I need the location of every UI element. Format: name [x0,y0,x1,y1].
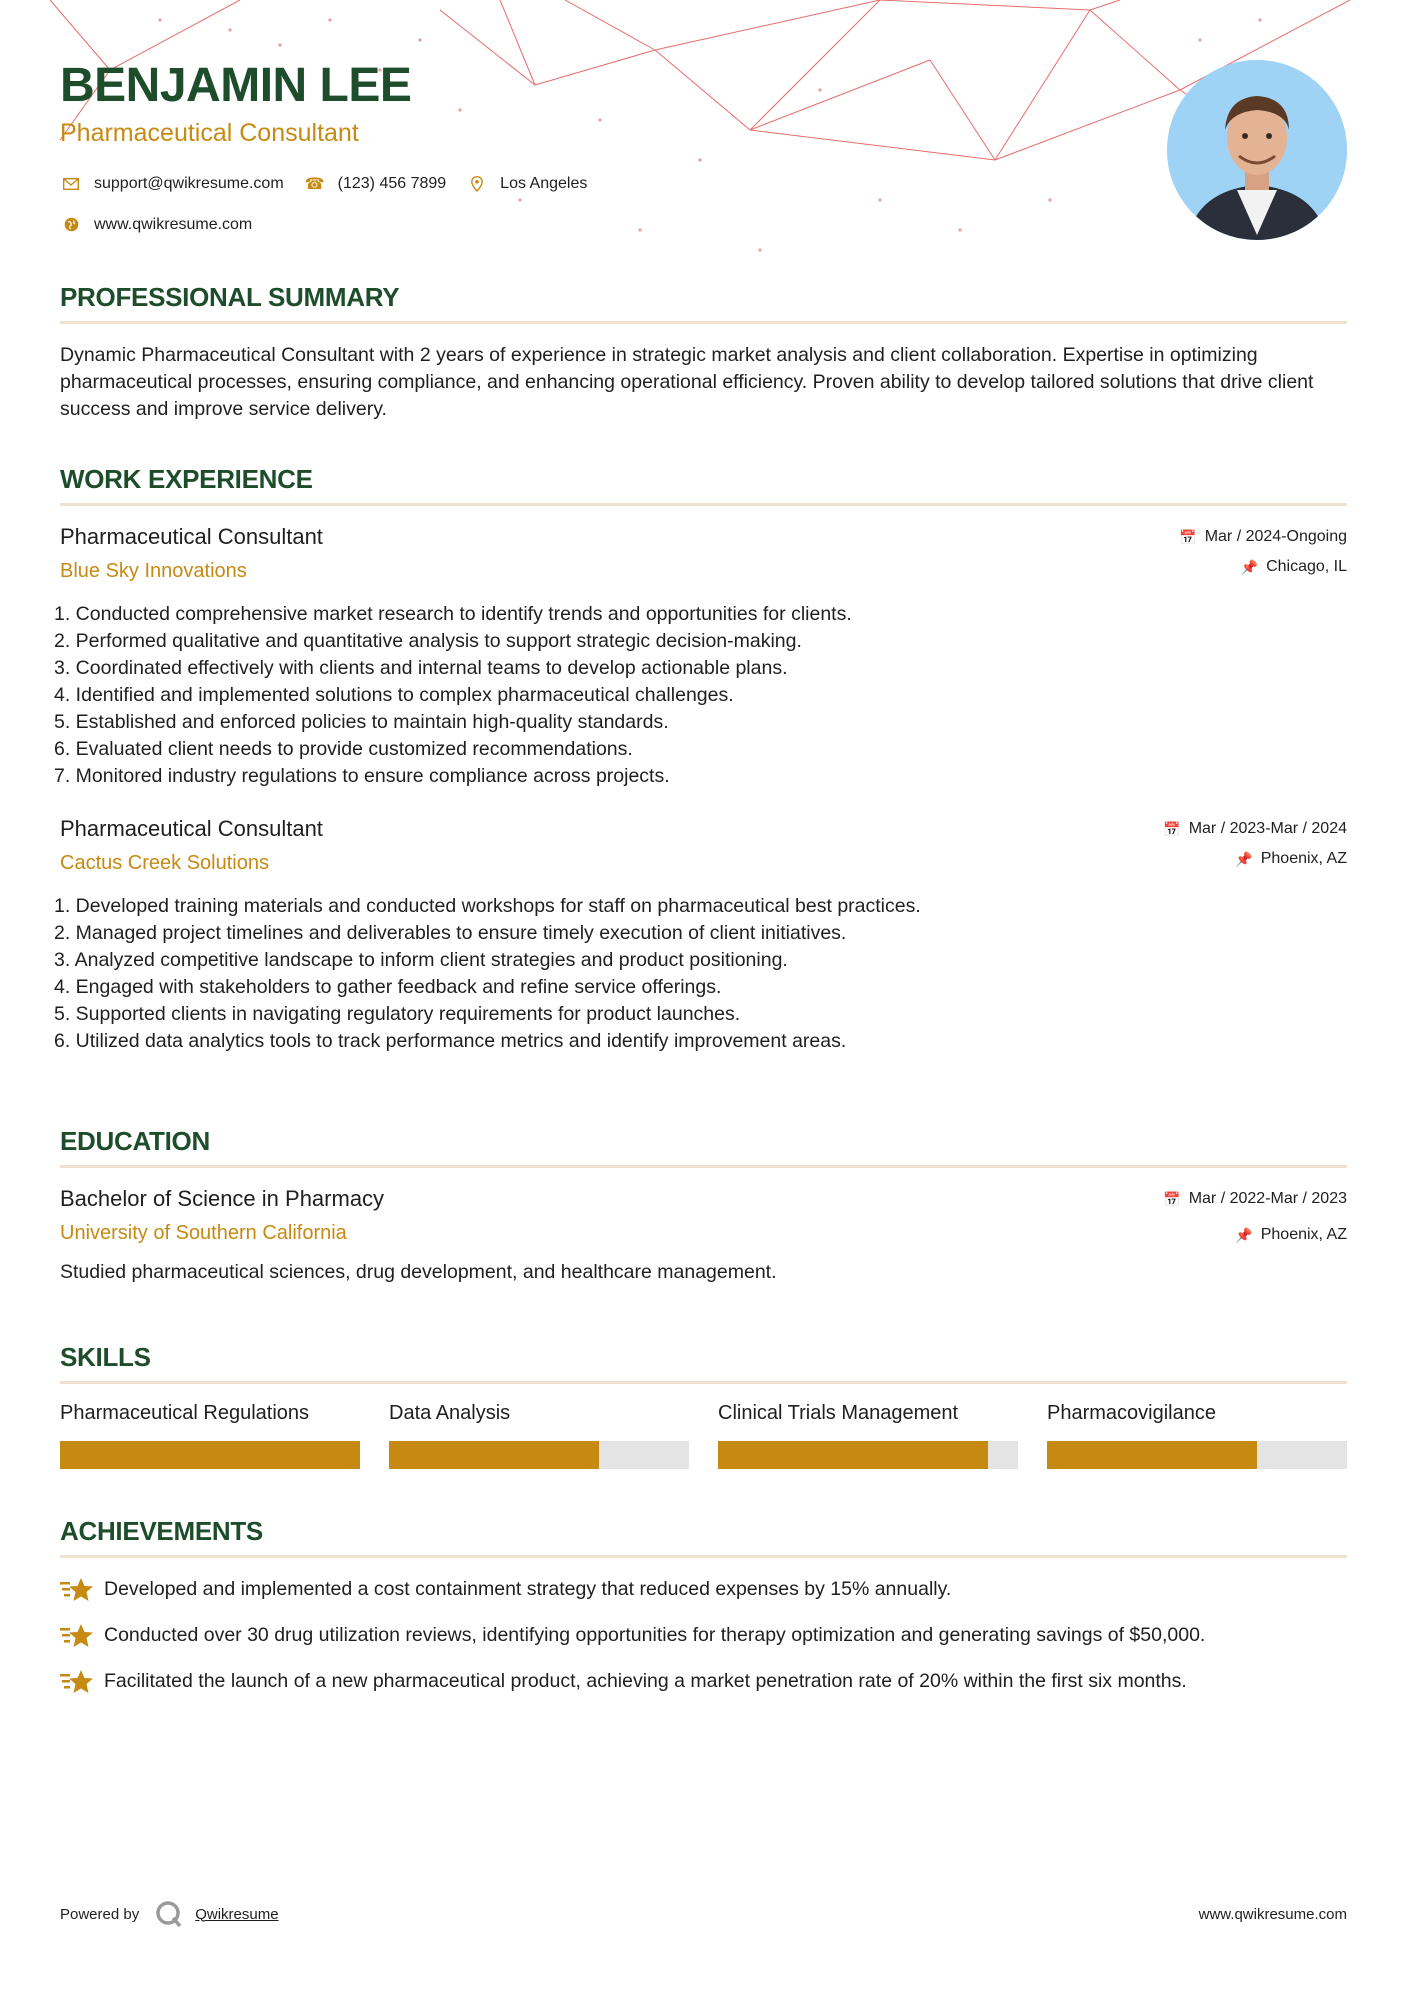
profile-photo [1167,60,1347,240]
page-footer [60,1900,1347,1928]
list-item: 6. Utilized data analytics tools to track performance metrics and identify improvement areas. [54,1030,847,1052]
education-dates: Mar / 2022-Mar / 2023 [1188,1190,1347,1207]
education-location: Phoenix, AZ [1260,1226,1347,1243]
skill-item [1047,1402,1347,1469]
candidate-role: Pharmaceutical Consultant [60,118,359,147]
achievement-item [60,1576,1347,1606]
pushpin-icon: 📌 [1240,558,1259,575]
powered-by-label: Powered by [60,1905,140,1923]
calendar-icon: 📅 [1179,528,1197,545]
achievement-text: Conducted over 30 drug utilization reviews, identifying opportunities for therapy optimization and generating savings of $50,000. [104,1624,1206,1646]
summary-section [60,282,1347,423]
list-item: 3. Coordinated effectively with clients and internal teams to develop actionable plans. [54,657,788,679]
job-dates: Mar / 2024-Ongoing [1204,528,1347,545]
list-item: 4. Engaged with stakeholders to gather feedback and refine service offerings. [54,976,722,998]
contact-row [60,174,1347,194]
list-item: 5. Established and enforced policies to maintain high-quality standards. [54,711,669,733]
resume-header [60,60,1347,260]
summary-text: Dynamic Pharmaceutical Consultant with 2 years of experience in strategic market analysis and client collaboration. Expertise in optimizing pharmaceutical processes, ensuring compliance, and enhancing operational efficiency. Proven ability to develop tailored solutions that drive client success and improve service delivery. [60,344,1314,420]
experience-heading: WORK EXPERIENCE [60,464,1347,506]
calendar-icon: 📅 [1163,820,1181,837]
footer-site[interactable]: www.qwikresume.com [1198,1905,1347,1923]
qwikresume-link[interactable]: Qwikresume [195,1905,279,1923]
list-item: 6. Evaluated client needs to provide customized recommendations. [54,738,633,760]
achievements-heading: ACHIEVEMENTS [60,1516,1347,1558]
skills-list [60,1402,1347,1469]
achievement-item [60,1668,1347,1698]
education-meta [1163,1190,1347,1244]
skill-bar-fill [60,1441,360,1469]
pushpin-icon: 📌 [1235,850,1253,867]
star-icon [60,1576,94,1606]
envelope-icon [60,178,82,190]
achievement-item [60,1622,1347,1652]
skills-section [60,1342,1347,1469]
location-text: Los Angeles [500,174,588,192]
skill-name: Pharmacovigilance [1047,1402,1216,1424]
qwikresume-logo-icon [155,1900,183,1928]
phone-text: (123) 456 7899 [337,174,447,192]
list-item: 7. Monitored industry regulations to ensure compliance across projects. [54,765,670,787]
job-title: Pharmaceutical Consultant [60,524,323,549]
pushpin-icon: 📌 [1235,1226,1253,1243]
skill-name: Clinical Trials Management [718,1402,959,1424]
skill-name: Data Analysis [389,1402,511,1424]
skill-bar [389,1441,689,1469]
job-entry [54,524,1347,790]
job-title: Pharmaceutical Consultant [60,816,323,841]
education-entry [60,1186,1347,1286]
contact-email[interactable] [60,175,284,193]
degree-title: Bachelor of Science in Pharmacy [60,1186,385,1211]
website-text: www.qwikresume.com [94,215,253,233]
education-section [60,1126,1347,1286]
skill-item [60,1402,360,1469]
star-icon [60,1668,94,1698]
skill-item [718,1402,1018,1469]
job-meta [1179,528,1347,576]
skill-bar-fill [389,1441,599,1469]
contact-row-website [60,216,1347,234]
skill-item [389,1402,689,1469]
email-text: support@qwikresume.com [94,174,284,192]
job-entry [54,816,1347,1055]
job-location: Phoenix, AZ [1260,850,1347,867]
job-company: Cactus Creek Solutions [60,852,269,874]
skills-heading: SKILLS [60,1342,1347,1384]
skill-bar-fill [1047,1441,1257,1469]
contact-phone[interactable] [304,174,447,194]
list-item: 2. Managed project timelines and deliverables to ensure timely execution of client initiatives. [54,922,847,944]
job-dates: Mar / 2023-Mar / 2024 [1188,820,1347,837]
summary-heading: PROFESSIONAL SUMMARY [60,282,1347,324]
globe-icon [60,217,82,232]
job-bullets [54,893,1347,1055]
list-item: 5. Supported clients in navigating regulatory requirements for product launches. [54,1003,741,1025]
list-item: 1. Conducted comprehensive market research to identify trends and opportunities for clients. [54,603,852,625]
school-name: University of Southern California [60,1222,347,1244]
job-meta [1163,820,1347,868]
job-location: Chicago, IL [1266,558,1347,575]
contact-website[interactable] [60,216,252,234]
education-description: Studied pharmaceutical sciences, drug development, and healthcare management. [60,1261,777,1283]
list-item: 2. Performed qualitative and quantitative analysis to support strategic decision-making. [54,630,802,652]
contact-location [466,175,587,193]
job-bullets [54,601,1347,790]
phone-icon: ☎ [304,175,325,193]
skill-bar [718,1441,1018,1469]
list-item: 1. Developed training materials and conducted workshops for staff on pharmaceutical best practices. [54,895,921,917]
experience-section [54,464,1347,1055]
skill-name: Pharmaceutical Regulations [60,1402,310,1424]
calendar-icon: 📅 [1163,1190,1181,1207]
achievements-section [60,1516,1347,1698]
candidate-name: BENJAMIN LEE [60,59,412,112]
job-company: Blue Sky Innovations [60,560,247,582]
skill-bar [1047,1441,1347,1469]
location-pin-icon [466,176,488,192]
list-item: 3. Analyzed competitive landscape to inform client strategies and product positioning. [54,949,788,971]
star-icon [60,1622,94,1652]
skill-bar [60,1441,360,1469]
footer-powered-by [60,1900,279,1928]
skill-bar-fill [718,1441,988,1469]
list-item: 4. Identified and implemented solutions to complex pharmaceutical challenges. [54,684,734,706]
education-heading: EDUCATION [60,1126,1347,1168]
achievement-text: Facilitated the launch of a new pharmaceutical product, achieving a market penetration rate of 20% within the first six months. [104,1670,1187,1692]
achievement-text: Developed and implemented a cost containment strategy that reduced expenses by 15% annually. [104,1578,952,1600]
